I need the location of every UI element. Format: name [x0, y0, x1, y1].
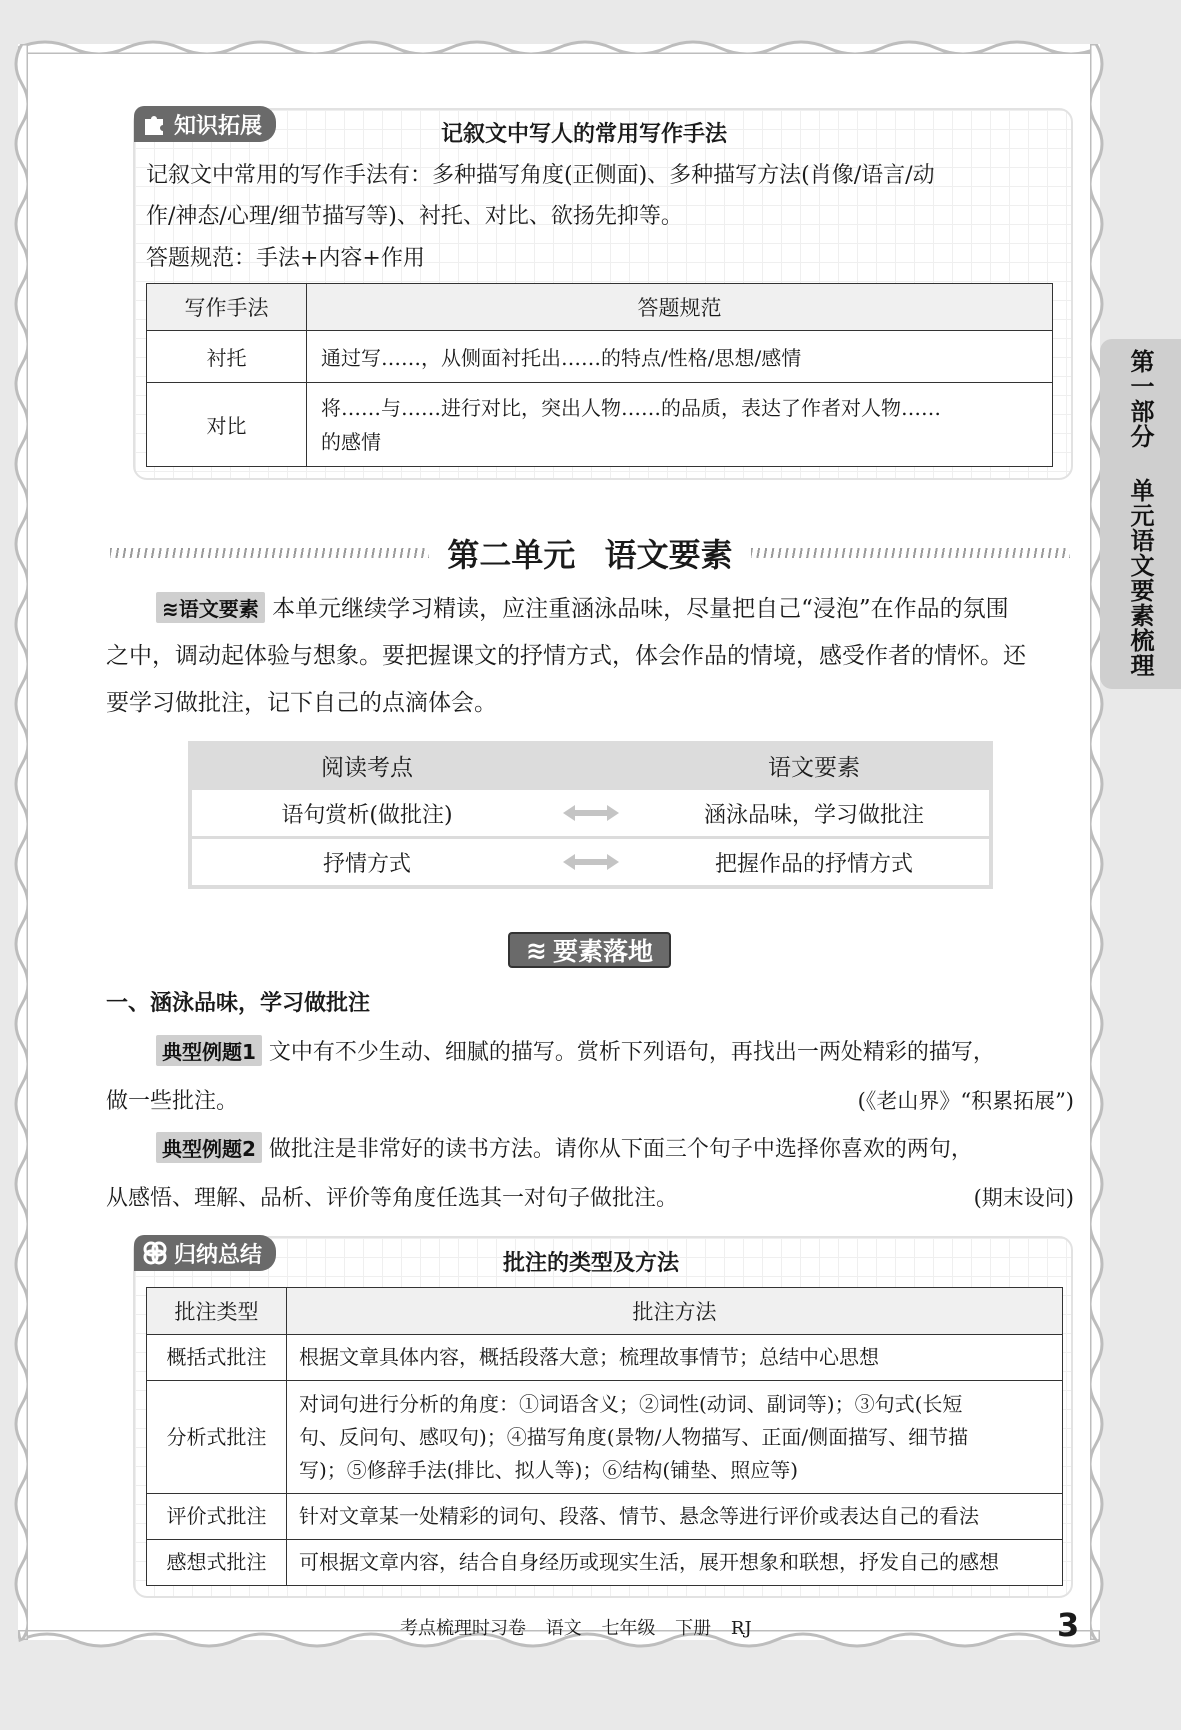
- double-arrow-icon: [542, 803, 639, 823]
- example-1-line-2: 做一些批注。: [106, 1089, 239, 1114]
- example-2-source: (期末设问): [973, 1186, 1074, 1210]
- section-badge: [508, 932, 671, 968]
- summary-title: 批注的类型及方法: [503, 1251, 680, 1276]
- table-row: [147, 1540, 1063, 1586]
- table-cell-norm: [307, 331, 1053, 383]
- table-row: [147, 1381, 1063, 1494]
- points-left: 抒情方式: [322, 851, 411, 877]
- table-cell-method: 对比: [147, 383, 307, 467]
- side-tab-label: 第一部分 单元语文要素梳理: [1126, 349, 1154, 678]
- points-right: 把握作品的抒情方式: [714, 851, 913, 877]
- knowledge-line-2: 作/神态/心理/细节描写等)、衬托、对比、欲扬先抑等。: [146, 204, 683, 229]
- table-cell-method: 针对文章某一处精彩的词句、段落、情节、悬念等进行评价或表达自己的看法: [287, 1494, 1063, 1540]
- method-line: 句、反问句、感叹句)；④描写角度(景物/人物描写、正面/侧面描写、细节描: [299, 1424, 969, 1449]
- table-cell-type: 分析式批注: [147, 1381, 287, 1494]
- norm-text: 将……与……进行对比，突出人物……的品质，表达了作者对人物……: [321, 395, 941, 420]
- example-tag: 典型例题2: [156, 1132, 262, 1163]
- writing-method-table: [146, 283, 1053, 467]
- table-cell-norm: [307, 383, 1053, 467]
- points-header-right: 语文要素: [768, 755, 860, 781]
- points-row: [192, 790, 989, 836]
- table-header: 答题规范: [307, 284, 1053, 331]
- knowledge-line-1: 记叙文中常用的写作手法有：多种描写角度(正侧面)、多种描写方法(肖像/语言/动: [146, 163, 935, 188]
- summary-badge: [134, 1235, 276, 1271]
- table-header: 批注方法: [287, 1288, 1063, 1335]
- points-left: 语句赏析(做批注): [281, 802, 453, 828]
- table-row: [147, 383, 1053, 467]
- points-row: [192, 839, 989, 885]
- method-line: 对词句进行分析的角度：①词语含义；②词性(动词、副词等)；③句式(长短: [299, 1391, 963, 1416]
- yuwen-tag-label: 语文要素: [178, 597, 259, 621]
- section-heading: 一、涵泳品味，学习做批注: [106, 991, 371, 1016]
- table-cell-method: 根据文章具体内容，概括段落大意；梳理故事情节；总结中心思想: [287, 1335, 1063, 1381]
- knot-icon: [142, 1240, 168, 1266]
- unit-title: 第二单元 语文要素: [447, 536, 733, 574]
- heading-dash-right: [751, 548, 1070, 558]
- unit-para-line-3: 要学习做批注，记下自己的点滴体会。: [106, 690, 497, 716]
- annotation-type-table: [146, 1287, 1063, 1586]
- wavy-border-top: [18, 34, 1100, 54]
- example-tag: 典型例题1: [156, 1035, 262, 1066]
- knowledge-badge: [134, 106, 276, 142]
- points-header-left: 阅读考点: [321, 755, 413, 781]
- table-header: 批注类型: [147, 1288, 287, 1335]
- norm-text: 通过写……，从侧面衬托出……的特点/性格/思想/感情: [321, 346, 802, 370]
- table-cell-type: 感想式批注: [147, 1540, 287, 1586]
- wavy-border-left: [8, 44, 28, 1640]
- page-number: 3: [1057, 1606, 1080, 1644]
- example-text: 文中有不少生动、细腻的描写。赏析下列语句，再找出一两处精彩的描写，: [268, 1040, 995, 1065]
- example-2-line-1: [156, 1132, 973, 1163]
- summary-badge-label: 归纳总结: [174, 1242, 263, 1268]
- knowledge-title: 记叙文中写人的常用写作手法: [441, 122, 728, 147]
- wave-icon: ≋: [526, 935, 547, 965]
- unit-para-line-2: 之中，调动起体验与想象。要把握课文的抒情方式，体会作品的情境，感受作者的情怀。还: [106, 643, 1026, 669]
- unit-heading: [110, 530, 1070, 576]
- table-header: 写作手法: [147, 284, 307, 331]
- knowledge-badge-label: 知识拓展: [174, 113, 263, 139]
- points-right: 涵泳品味，学习做批注: [703, 802, 924, 828]
- unit-para-text: 本单元继续学习精读，应注重涵泳品味，尽量把自己“浸泡”在作品的氛围: [272, 596, 1009, 622]
- table-cell-type: 评价式批注: [147, 1494, 287, 1540]
- table-row: [147, 1335, 1063, 1381]
- side-tab[interactable]: [1100, 339, 1181, 689]
- table-cell-method: 衬托: [147, 331, 307, 383]
- puzzle-icon: [142, 111, 168, 137]
- knowledge-line-3: 答题规范：手法+内容+作用: [146, 246, 425, 271]
- table-row: [147, 331, 1053, 383]
- table-cell-method: [287, 1381, 1063, 1494]
- table-cell-method: 可根据文章内容，结合自身经历或现实生活，展开想象和联想，抒发自己的感想: [287, 1540, 1063, 1586]
- example-text: 做批注是非常好的读书方法。请你从下面三个句子中选择你喜欢的两句，: [268, 1137, 973, 1162]
- example-1-line-1: [156, 1035, 995, 1066]
- yuwen-tag: ≋语文要素: [156, 592, 265, 623]
- table-cell-type: 概括式批注: [147, 1335, 287, 1381]
- reading-points-table: [188, 741, 993, 889]
- wavy-border-right: [1090, 44, 1110, 1640]
- example-2-line-2: 从感悟、理解、品析、评价等角度任选其一对句子做批注。: [106, 1186, 679, 1211]
- points-header: [192, 741, 989, 790]
- heading-dash-left: [110, 548, 429, 558]
- example-1-source: (《老山界》“积累拓展”): [857, 1089, 1074, 1113]
- double-arrow-icon: [542, 852, 639, 872]
- norm-text: 的感情: [321, 429, 381, 454]
- method-line: 写)；⑤修辞手法(排比、拟人等)；⑥结构(铺垫、照应等): [299, 1457, 799, 1482]
- table-row: [147, 1494, 1063, 1540]
- section-badge-label: 要素落地: [552, 937, 653, 966]
- footer-text: 考点梳理时习卷 语文 七年级 下册 RJ: [400, 1618, 752, 1639]
- unit-para-line-1: [156, 590, 1009, 623]
